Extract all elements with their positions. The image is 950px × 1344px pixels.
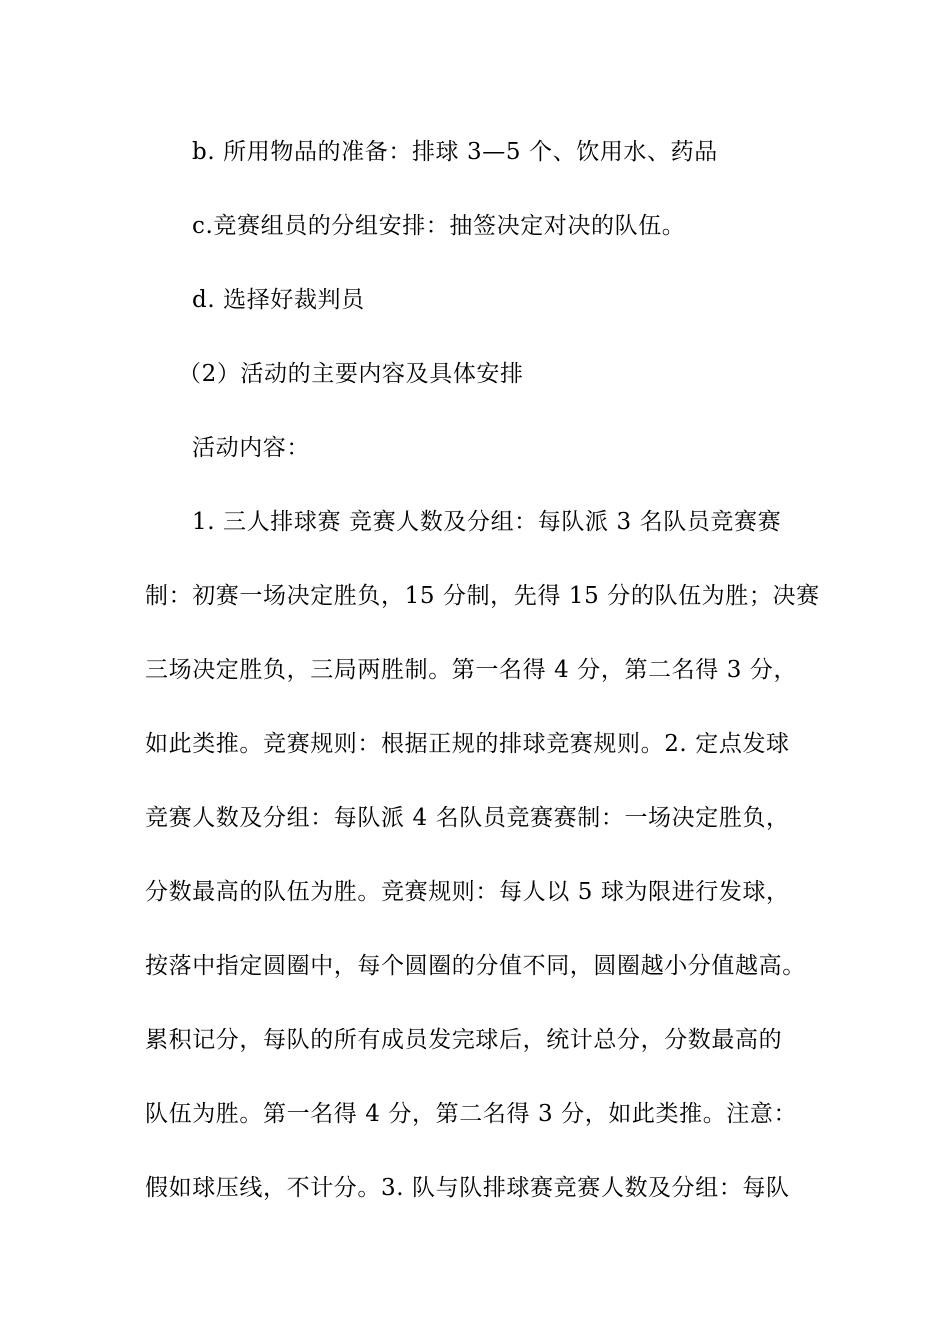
body-paragraph-line: 如此类推。竞赛规则：根据正规的排球竞赛规则。2. 定点发球 [145,731,790,757]
body-paragraph-line: 制：初赛一场决定胜负，15 分制，先得 15 分的队伍为胜；决赛 [145,583,820,609]
body-paragraph-line: 分数最高的队伍为胜。竞赛规则：每人以 5 球为限进行发球， [145,879,790,905]
body-paragraph-line: 累积记分，每队的所有成员发完球后，统计总分，分数最高的 [145,1027,783,1053]
body-paragraph-line: 按落中指定圆圈中，每个圆圈的分值不同，圆圈越小分值越高。 [145,953,806,979]
section-heading: （2）活动的主要内容及具体安排 [178,361,524,387]
item-c-grouping: c.竞赛组员的分组安排：抽签决定对决的队伍。 [192,213,686,239]
activity-content-label: 活动内容： [192,435,310,461]
body-paragraph-line: 假如球压线，不计分。3. 队与队排球赛竞赛人数及分组：每队 [145,1175,790,1201]
body-paragraph-line: 竞赛人数及分组：每队派 4 名队员竞赛赛制：一场决定胜负， [145,805,790,831]
item-b-supplies: b. 所用物品的准备：排球 3—5 个、饮用水、药品 [192,139,718,165]
body-paragraph-line: 队伍为胜。第一名得 4 分，第二名得 3 分，如此类推。注意： [145,1101,798,1127]
body-paragraph-line: 三场决定胜负，三局两胜制。第一名得 4 分，第二名得 3 分， [145,657,798,683]
item-d-referee: d. 选择好裁判员 [192,287,365,313]
body-paragraph-line: 1. 三人排球赛 竞赛人数及分组：每队派 3 名队员竞赛赛 [192,509,782,535]
